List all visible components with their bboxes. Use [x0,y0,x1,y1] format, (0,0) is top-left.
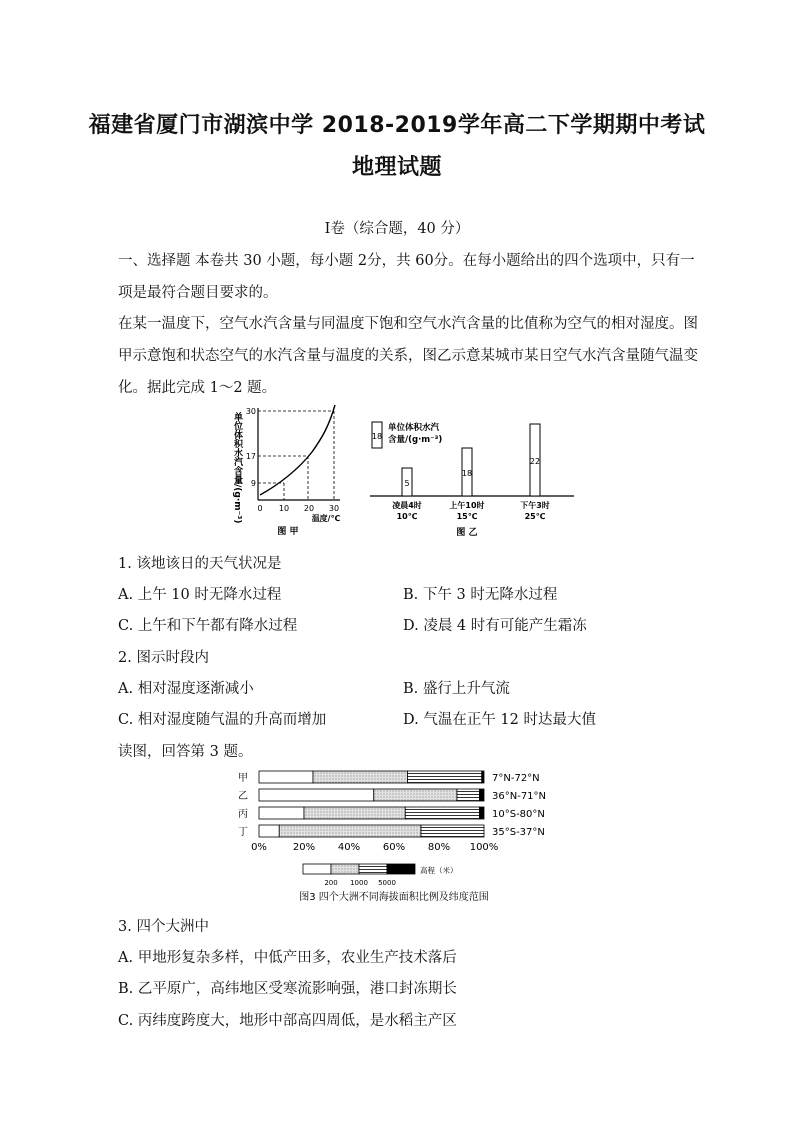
q2-option-b: B. 盛行上升气流 [403,681,510,697]
page-subtitle: 地理试题 [351,155,442,180]
figure-jia-ytick: 17 [245,452,256,461]
figure-yi-time-label: 下午3时 [520,501,550,510]
figure-3-bar-segment [480,789,485,801]
q3-option-a: A. 甲地形复杂多样，中低产田多，农业生产技术落后 [118,950,457,966]
figure-jia-saturation-curve [260,405,335,495]
section-label: Ⅰ卷（综合题，40 分） [324,221,470,237]
figure-yi-time-label: 凌晨4时 [392,501,422,510]
figure-yi-temp-label: 10℃ [396,512,418,521]
figure-yi-bar-value: 5 [404,479,410,488]
figure-3-bar-segment [279,825,421,837]
figure-3-bar-segment [408,771,482,783]
figure-yi-legend-value: 18 [371,432,383,441]
figure-yi-legend-text1: 单位体积水汽 [388,423,440,433]
q3-stem: 3. 四个大洲中 [118,919,209,935]
figure-yi [368,412,578,540]
figure-3-bar-segment [405,807,479,819]
figure-3-bar-segment [259,771,313,783]
figure-3-row-range: 7°N-72°N [492,773,540,784]
figure-yi-temp-label: 15℃ [456,512,478,521]
figure-yi-caption: 图 乙 [456,528,478,538]
q3-option-b: B. 乙平原广，高纬地区受寒流影响强，港口封冻期长 [118,981,457,997]
figure-jia-caption: 图 甲 [277,527,299,537]
q1-option-d: D. 凌晨 4 时有可能产生霜冻 [403,618,587,634]
figure-jia-ytick: 30 [245,407,256,416]
figure-3 [236,766,566,906]
legend-unit: 高程（米） [420,866,458,875]
figure-3-xtick: 40% [337,842,361,853]
figure-yi-bar-value: 18 [461,469,473,478]
figure-3-bar-segment [457,789,480,801]
figure-3-bar-segment [259,807,304,819]
legend-swatch-low [303,864,331,874]
q2-option-c: C. 相对湿度随气温的升高而增加 [118,712,327,728]
section-intro-line1: 一、选择题 本卷共 30 小题，每小题 2分，共 60分。在每小题给出的四个选项中，只有一 [118,253,695,269]
q3-option-c: C. 丙纬度跨度大，地形中部高四周低，是水稻主产区 [118,1013,457,1029]
passage-line1: 在某一温度下，空气水汽含量与同温度下饱和空气水汽含量的比值称为空气的相对湿度。图 [118,316,698,332]
figure-3-xtick: 60% [382,842,406,853]
figure-jia-xtick: 0 [257,504,263,513]
figure-3-bar-segment [259,825,279,837]
figure-3-row-label: 乙 [238,791,248,802]
figure-3-caption: 图3 四个大洲不同海拔面积比例及纬度范围 [299,892,489,903]
figure-3-bar-segment [259,789,374,801]
figure-yi-bar-value: 22 [529,457,541,466]
figure-jia-ytick: 9 [250,479,256,488]
figure-jia-xtick: 30 [328,504,340,513]
legend-swatch-high [359,864,387,874]
q2-option-a: A. 相对湿度逐渐减小 [118,681,254,697]
figure-3-row-label: 丙 [238,809,248,820]
figure-jia-ylabel: 单位体积水汽含量/(g·m⁻³) [232,412,242,524]
legend-tick: 5000 [378,879,396,887]
figure-3-bars [238,771,546,838]
q1-stem: 1. 该地该日的天气状况是 [118,556,282,572]
q2-stem: 2. 图示时段内 [118,650,209,666]
figure-3-row-range: 36°N-71°N [492,791,547,802]
section-intro-line2: 项是最符合题目要求的。 [118,285,278,301]
q1-option-a: A. 上午 10 时无降水过程 [118,587,282,603]
figure-3-xticks [251,842,498,853]
figure-yi-time-label: 上午10时 [449,501,485,510]
figure-3-row-label: 丁 [238,827,248,838]
figure-3-xtick: 100% [469,842,499,853]
legend-tick: 200 [324,879,338,887]
q1-option-c: C. 上午和下午都有降水过程 [118,618,298,634]
figure-3-row-range: 10°S-80°N [492,809,545,820]
read-figure-instruction: 读图，回答第 3 题。 [118,744,253,760]
figure-3-xtick: 0% [251,842,267,853]
figure-3-bar-segment [482,771,484,783]
figure-3-bar-segment [374,789,457,801]
figure-jia-guides [258,411,334,500]
passage-line3: 化。据此完成 1～2 题。 [118,380,277,396]
figure-3-bar-segment [304,807,405,819]
q1-option-b: B. 下午 3 时无降水过程 [403,587,558,603]
figure-yi-temp-label: 25℃ [524,512,546,521]
figure-yi-legend-text2: 含量/(g·m⁻³) [388,435,443,445]
figure-jia-xtick: 10 [278,504,290,513]
figure-jia [228,400,358,540]
q2-option-d: D. 气温在正午 12 时达最大值 [403,712,596,728]
figure-3-row-range: 35°S-37°N [492,827,545,838]
figure-3-xtick: 20% [292,842,316,853]
figure-3-bar-segment [421,825,484,837]
figure-jia-xlabel: 温度/℃ [311,514,341,523]
figure-3-bar-segment [480,807,485,819]
legend-swatch-mid [331,864,359,874]
passage-line2: 甲示意饱和状态空气的水汽含量与温度的关系，图乙示意某城市某日空气水汽含量随气温变 [118,348,698,364]
figure-jia-xtick: 20 [303,504,315,513]
figure-3-xtick: 80% [427,842,451,853]
page-title: 福建省厦门市湖滨中学 2018-2019学年高二下学期期中考试 [88,113,706,138]
legend-tick: 1000 [350,879,368,887]
figure-3-row-label: 甲 [238,773,248,784]
legend-swatch-top [387,864,415,874]
figure-3-legend [303,864,458,887]
figure-3-bar-segment [313,771,408,783]
